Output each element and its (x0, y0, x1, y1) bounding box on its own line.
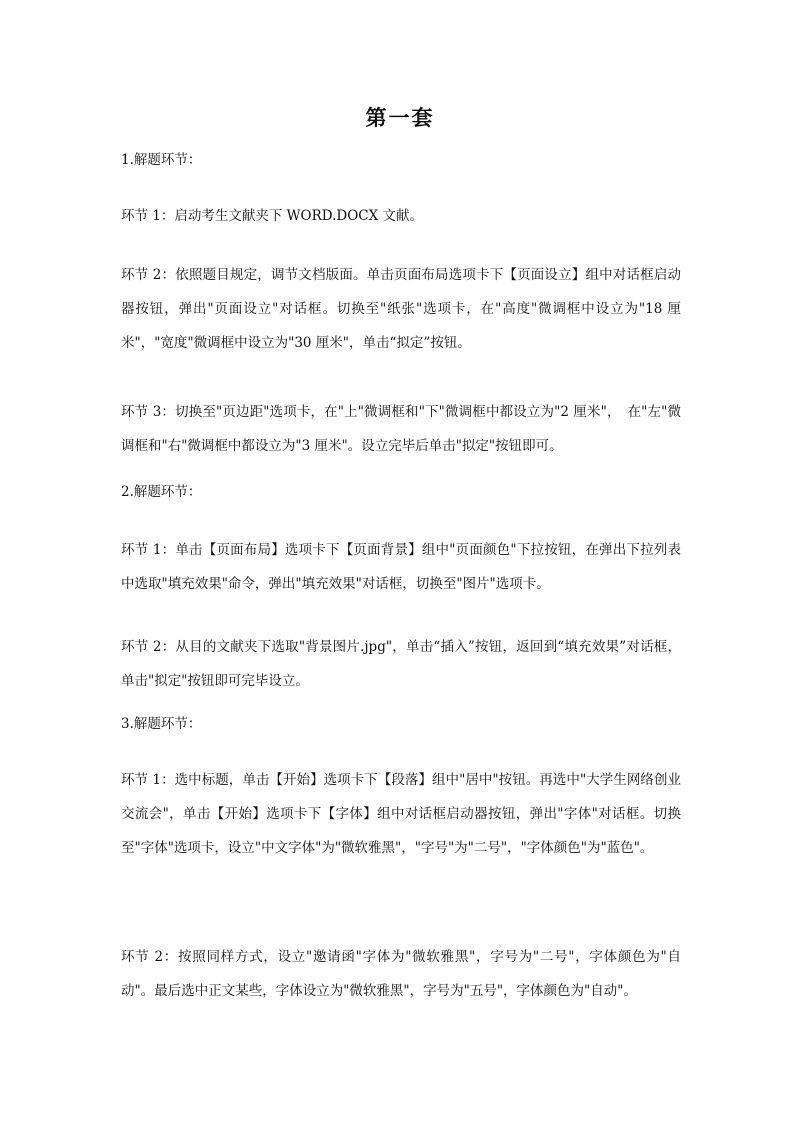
section-1-heading: 1.解题环节： (121, 152, 202, 168)
section-1-step-3: 环节 3：切换至"页边距"选项卡，在"上"微调框和"下"微调框中都设立为"2 厘米"， 在"左"微调框和"右"微调框中都设立为"3 厘米"。设立完毕后单击"拟定"按钮即可。 (121, 404, 681, 454)
section-1-step-1: 环节 1：启动考生文献夹下 WORD.DOCX 文献。 (121, 208, 424, 224)
section-2-step-2: 环节 2：从目的文献夹下选取"背景图片.jpg"，单击“插入”按钮，返回到“填充效果”对话框，单击"拟定"按钮即可完毕设立。 (121, 639, 681, 689)
section-3-heading: 3.解题环节： (121, 716, 202, 732)
section-1-step-2: 环节 2：依照题目规定，调节文档版面。单击页面布局选项卡下【页面设立】组中对话框启动器按钮，弹出"页面设立"对话框。切换至"纸张"选项卡，在"高度"微调框中设立为"18 厘米"，"宽度"微调框中设立为"30 厘米"，单击“拟定”按钮。 (121, 267, 681, 351)
section-3-step-1: 环节 1：选中标题，单击【开始】选项卡下【段落】组中"居中"按钮。再选中"大学生网络创业交流会"，单击【开始】选项卡下【字体】组中对话框启动器按钮，弹出"字体"对话框。切换至"字体"选项卡，设立"中文字体"为"微软雅黑"，"字号"为"二号"，"字体颜色"为"蓝色"。 (121, 772, 681, 856)
section-2-step-1: 环节 1：单击【页面布局】选项卡下【页面背景】组中"页面颜色"下拉按钮，在弹出下拉列表中选取"填充效果"命令，弹出"填充效果"对话框，切换至"图片"选项卡。 (121, 542, 681, 592)
section-3-step-2: 环节 2：按照同样方式，设立"邀请函"字体为"微软雅黑"，字号为"二号"，字体颜色为"自动"。最后选中正文某些，字体设立为"微软雅黑"，字号为"五号"，字体颜色为"自动"。 (121, 949, 681, 999)
document-title: 第一套 (365, 105, 435, 130)
section-2-heading: 2.解题环节： (121, 484, 202, 500)
